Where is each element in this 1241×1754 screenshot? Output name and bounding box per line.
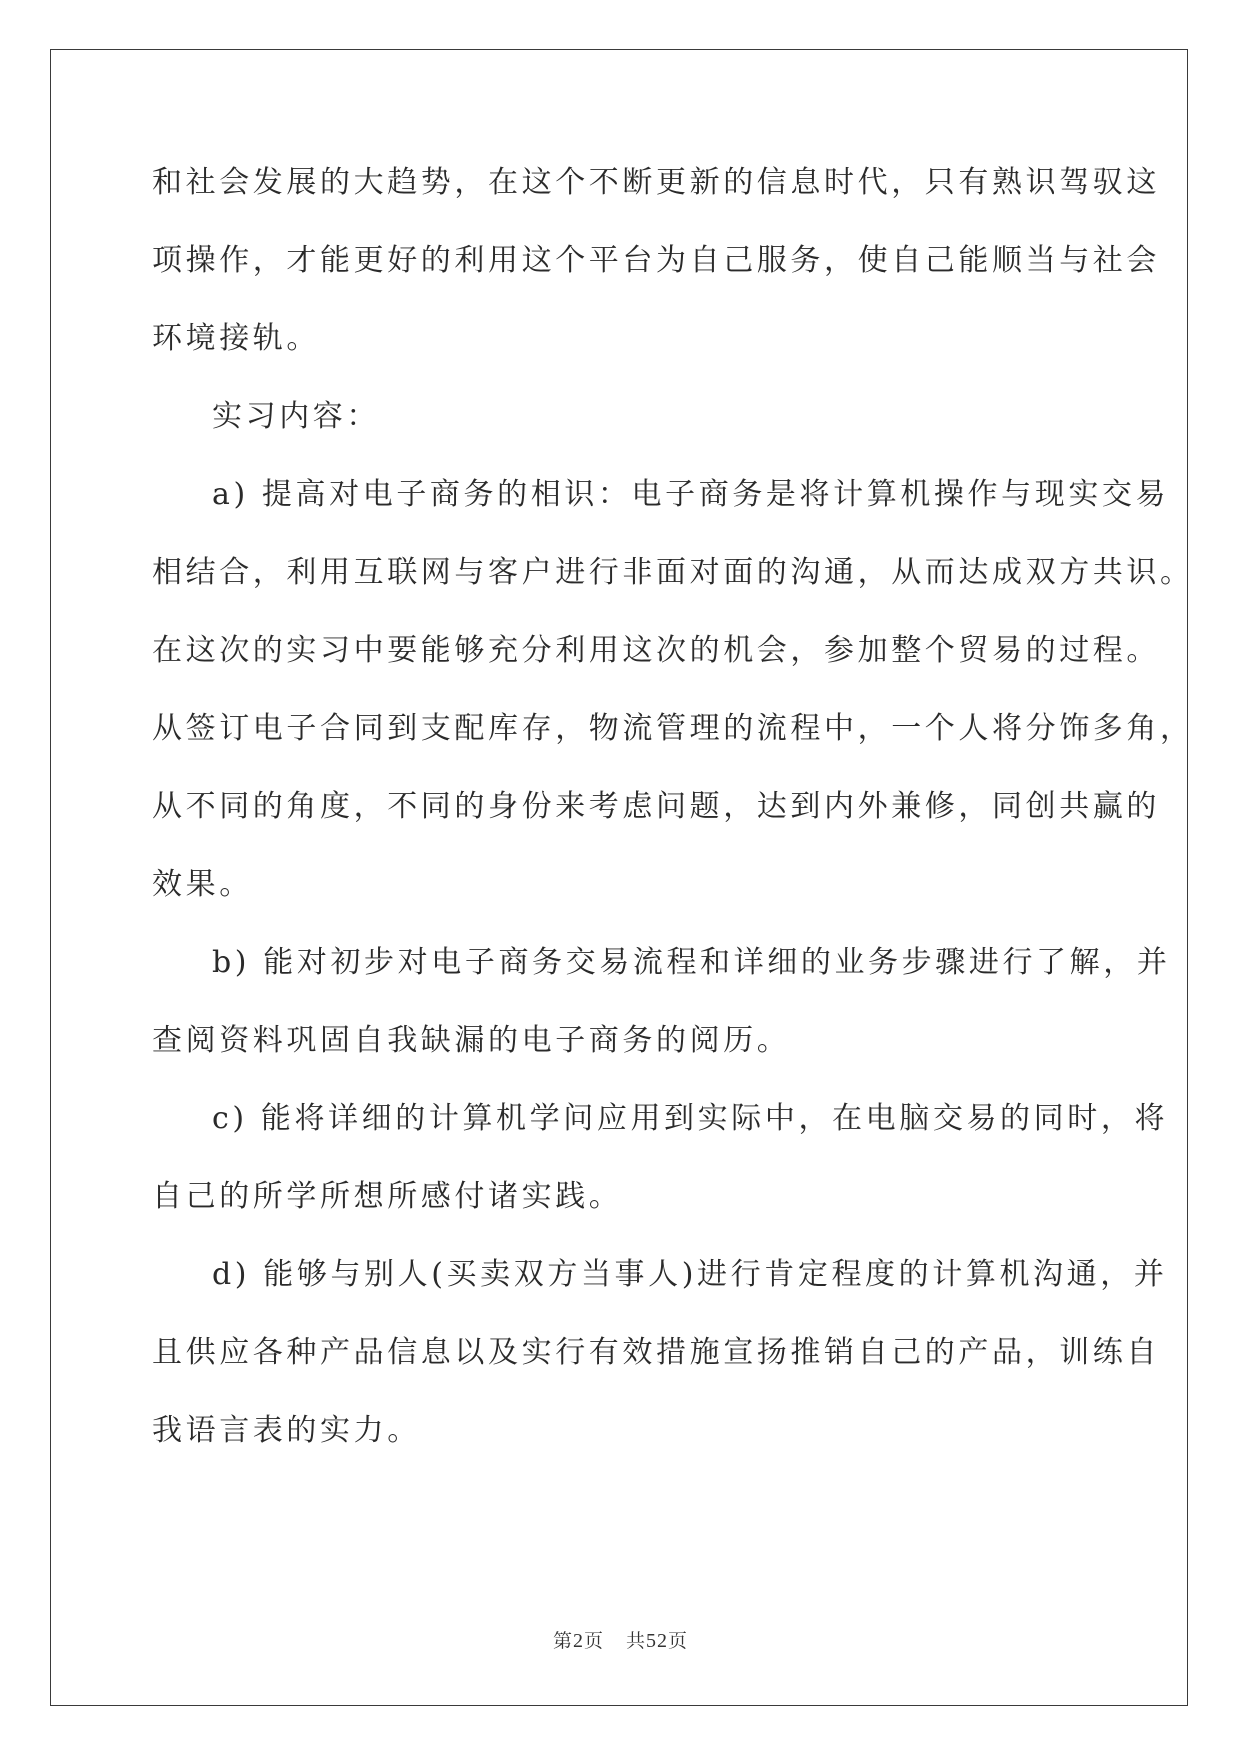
- list-item-d: d) 能够与别人(买卖双方当事人)进行肯定程度的计算机沟通，并: [212, 1257, 1168, 1292]
- page-prefix: 第: [552, 1630, 573, 1652]
- section-heading: 实习内容：: [212, 399, 380, 434]
- text-line: 在这次的实习中要能够充分利用这次的机会，参加整个贸易的过程。: [152, 633, 1160, 668]
- text-line: 且供应各种产品信息以及实行有效措施宣扬推销自己的产品，训练自: [152, 1335, 1160, 1370]
- text-line: 从签订电子合同到支配库存，物流管理的流程中，一个人将分饰多角，: [152, 711, 1194, 746]
- text-line: 查阅资料巩固自我缺漏的电子商务的阅历。: [152, 1023, 791, 1058]
- total-prefix: 共: [626, 1630, 647, 1652]
- list-item-c: c) 能将详细的计算机学问应用到实际中，在电脑交易的同时，将: [212, 1101, 1169, 1136]
- page-number: 2: [572, 1630, 584, 1652]
- text-line: 我语言表的实力。: [152, 1413, 421, 1448]
- list-item-a: a) 提高对电子商务的相识：电子商务是将计算机操作与现实交易: [212, 477, 1170, 512]
- text-line: 项操作，才能更好的利用这个平台为自己服务，使自己能顺当与社会: [152, 243, 1160, 278]
- text-line: 和社会发展的大趋势，在这个不断更新的信息时代，只有熟识驾驭这: [152, 165, 1160, 200]
- total-suffix: 页: [668, 1630, 689, 1652]
- total-pages: 52: [646, 1630, 669, 1652]
- text-line: 自己的所学所想所感付诸实践。: [152, 1179, 623, 1214]
- text-line: 相结合，利用互联网与客户进行非面对面的沟通，从而达成双方共识。: [152, 555, 1194, 590]
- text-line: 效果。: [152, 867, 253, 902]
- page-suffix: 页: [583, 1630, 604, 1652]
- text-line: 从不同的角度，不同的身份来考虑问题，达到内外兼修，同创共赢的: [152, 789, 1160, 824]
- list-item-b: b) 能对初步对电子商务交易流程和详细的业务步骤进行了解，并: [212, 945, 1171, 980]
- text-line: 环境接轨。: [152, 321, 320, 356]
- document-body: [152, 163, 1194, 1489]
- page-footer: [0, 1626, 1241, 1653]
